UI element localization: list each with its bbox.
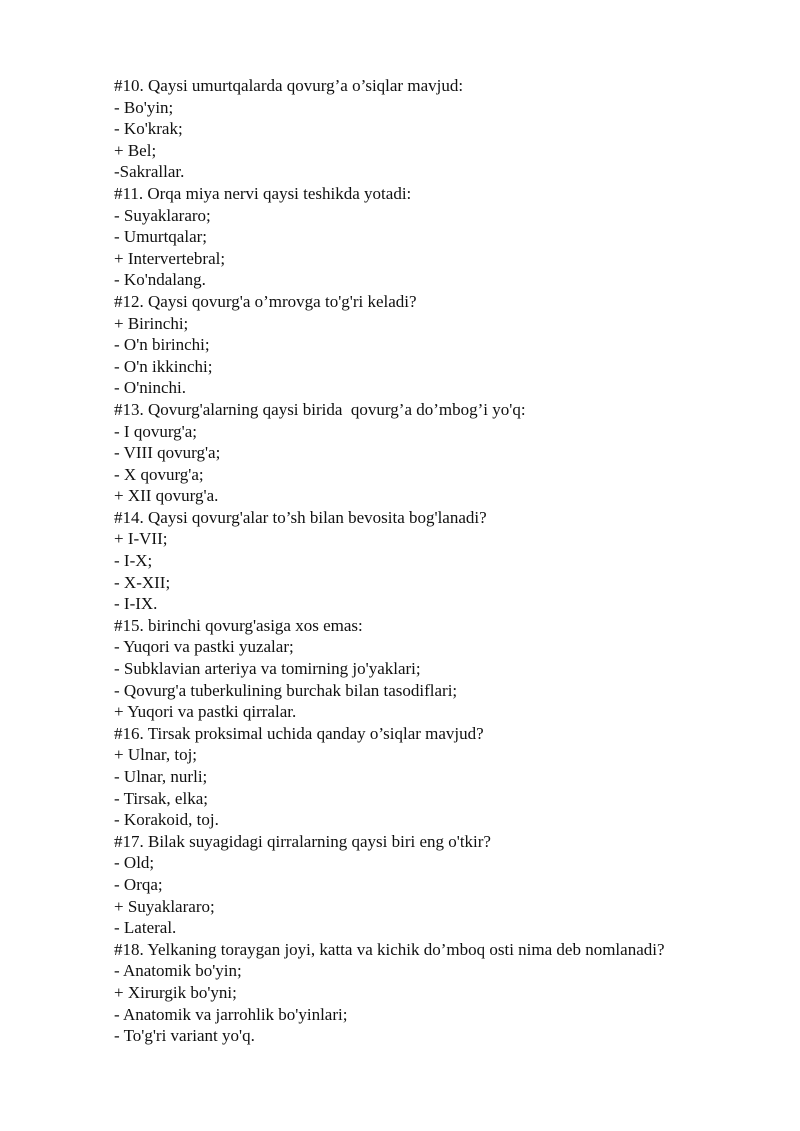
answer-option: - X-XII;: [114, 572, 171, 592]
answer-option: - O'n birinchi;: [114, 335, 210, 355]
answer-option: - Old;: [114, 853, 155, 873]
answer-option: - Suyaklararo;: [114, 205, 211, 225]
question-block: [114, 291, 774, 399]
answer-option: + Suyaklararo;: [114, 896, 215, 916]
question-text: #15. birinchi qovurg'asiga xos emas:: [114, 615, 363, 635]
question-block: [114, 507, 774, 615]
answer-option: + Bel;: [114, 140, 157, 160]
question-block: [114, 723, 774, 831]
question-block: [114, 939, 774, 1047]
answer-option: - I-IX.: [114, 594, 158, 614]
question-block: [114, 831, 774, 939]
answer-option: - Qovurg'a tuberkulining burchak bilan tasodiflari;: [114, 680, 458, 700]
answer-option: - I qovurg'a;: [114, 421, 198, 441]
answer-option: + Birinchi;: [114, 313, 189, 333]
question-text: #13. Qovurg'alarning qaysi birida qovurg’a do’mbog’i yo'q:: [114, 399, 526, 419]
answer-option: - Bo'yin;: [114, 97, 174, 117]
answer-option: + Intervertebral;: [114, 248, 226, 268]
answer-option: + Yuqori va pastki qirralar.: [114, 702, 297, 722]
answer-option: - Orqa;: [114, 874, 163, 894]
answer-option: - Ko'krak;: [114, 119, 183, 139]
question-text: #14. Qaysi qovurg'alar to’sh bilan bevosita bog'lanadi?: [114, 507, 487, 527]
question-text: #16. Tirsak proksimal uchida qanday o’siqlar mavjud?: [114, 723, 484, 743]
answer-option: - X qovurg'a;: [114, 464, 204, 484]
answer-option: - Anatomik va jarrohlik bo'yinlari;: [114, 1004, 348, 1024]
question-block: [114, 615, 774, 723]
answer-option: - O'n ikkinchi;: [114, 356, 213, 376]
question-text: #10. Qaysi umurtqalarda qovurg’a o’siqlar mavjud:: [114, 76, 464, 95]
answer-option: + Xirurgik bo'yni;: [114, 982, 237, 1002]
answer-option: - Yuqori va pastki yuzalar;: [114, 637, 294, 657]
answer-option: - VIII qovurg'a;: [114, 443, 221, 463]
question-text: #18. Yelkaning toraygan joyi, katta va kichik do’mboq osti nima deb nomlanadi?: [114, 939, 665, 959]
question-block: [114, 75, 774, 183]
answer-option: + XII qovurg'a.: [114, 486, 219, 506]
answer-option: - Ko'ndalang.: [114, 270, 206, 290]
answer-option: + Ulnar, toj;: [114, 745, 198, 765]
answer-option: - Tirsak, elka;: [114, 788, 208, 808]
answer-option: - I-X;: [114, 551, 153, 571]
answer-option: - To'g'ri variant yo'q.: [114, 1026, 255, 1046]
question-text: #11. Orqa miya nervi qaysi teshikda yotadi:: [114, 183, 412, 203]
question-text: #17. Bilak suyagidagi qirralarning qaysi biri eng o'tkir?: [114, 831, 491, 851]
answer-option: - Umurtqalar;: [114, 227, 207, 247]
answer-option: - Ulnar, nurli;: [114, 767, 208, 786]
answer-option: + I-VII;: [114, 529, 168, 549]
answer-option: - Korakoid, toj.: [114, 810, 219, 830]
question-block: [114, 183, 774, 291]
answer-option: -Sakrallar.: [114, 162, 185, 182]
document-body: [114, 75, 774, 1047]
answer-option: - Anatomik bo'yin;: [114, 961, 242, 981]
question-text: #12. Qaysi qovurg'a o’mrovga to'g'ri keladi?: [114, 291, 417, 311]
answer-option: - O'ninchi.: [114, 378, 186, 398]
answer-option: - Lateral.: [114, 918, 177, 938]
answer-option: - Subklavian arteriya va tomirning jo'yaklari;: [114, 659, 421, 679]
question-block: [114, 399, 774, 507]
